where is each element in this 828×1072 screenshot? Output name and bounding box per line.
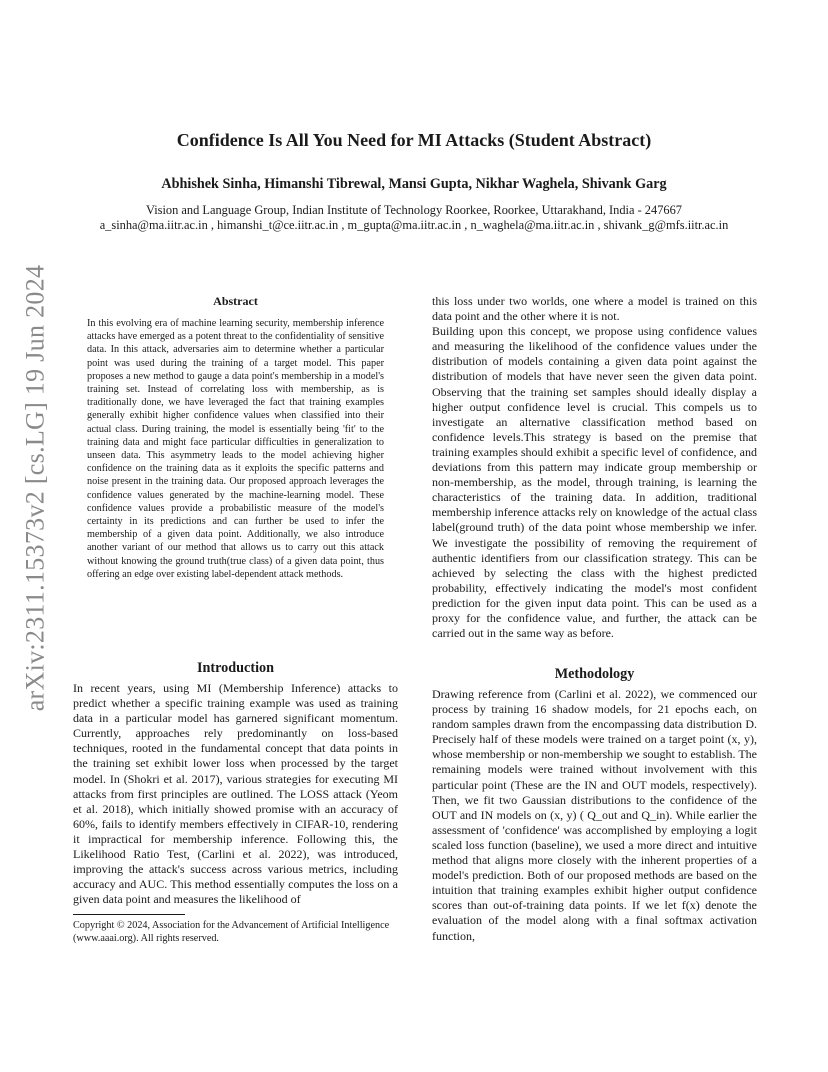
methodology-text: Drawing reference from (Carlini et al. 2022), we commenced our process by training 16 shadow models, for 21 epochs each, on random samples drawn from the encompassing data distribution D. Precisely half of these models were trained on a target point (x, y), whose membership or non-membership we sought to establish. The remaining models were trained without involvement with this particular point (These are the IN and OUT models, respectively). Then, we fit two Gaussian distributions to the confidence of the OUT and IN models on (x, y) ( Q_out and Q_in). While earlier the assessment of 'confidence' was accomplished by employing a logit scaled loss function (baseline), we used a more direct and intuitive method that aligns more closely with the inherent properties of a model's prediction. Both of our proposed methods are based on the intuition that training examples exhibit higher output confidence scores than out-of-training data points. If we let f(x) denote the evaluation of the model along with a final softmax activation function, bbox=[432, 687, 757, 943]
footnote-divider bbox=[73, 914, 185, 915]
intro-continued-paragraph: this loss under two worlds, one where a model is trained on this data point and the other where it is not. bbox=[432, 294, 757, 324]
introduction-heading: Introduction bbox=[197, 660, 274, 676]
methodology-heading: Methodology bbox=[554, 666, 635, 682]
copyright-notice: Copyright © 2024, Association for the Advancement of Artificial Intelligence (www.aaai.org). All rights reserved. bbox=[73, 920, 390, 945]
abstract-heading: Abstract bbox=[213, 294, 258, 308]
affiliation-block bbox=[0, 203, 828, 233]
introduction-text: In recent years, using MI (Membership Inference) attacks to predict whether a specific training example was used as training data in a particular model has garnered significant momentum. Currently, approaches rely predominantly on loss-based techniques, rooted in the fundamental concept that data points in the training set exhibit lower loss when processed by the target model. In (Shokri et al. 2017), various strategies for executing MI attacks from first principles are outlined. The LOSS attack (Yeom et al. 2018), which initially showed promise with an accuracy of 60%, fails to identify members effectively in CIFAR-10, rendering it impractical for membership inference. Following this, the Likelihood Ratio Test, (Carlini et al. 2022), was introduced, improving the attack's success across various metrics, including accuracy and AUC. This method essentially computes the loss on a given data point and measures the likelihood of bbox=[73, 681, 398, 907]
abstract-section bbox=[73, 294, 398, 581]
methodology-section bbox=[432, 666, 757, 944]
proposal-paragraph: Building upon this concept, we propose using confidence values and measuring the likelihood of the confidence values under the distribution of models containing a given data point against the distribution of models that have never seen the given data point. Observing that the training set samples should ideally display a higher output confidence level is crucial. This compels us to investigate an alternative classification method based on confidence levels.This strategy is based on the premise that training examples should exhibit a specific level of confidence, and deviations from this pattern may indicate group membership or non-membership, as the model, through training, is learning the characteristics of the training data. In addition, traditional membership inference attacks rely on knowledge of the actual class label(ground truth) of the data point whose membership we infer. We investigate the possibility of removing the requirement of authentic identifiers from our classification strategy. This can be achieved by selecting the class with the highest predicted probability, effectively indicating the model's most confident prediction for the given input data point. This can be used as a proxy for the confidence value, and further, the attack can be carried out in the same way as before. bbox=[432, 324, 757, 641]
introduction-section bbox=[73, 660, 398, 945]
arxiv-identifier-text: arXiv:2311.15373v2 [cs.LG] 19 Jun 2024 bbox=[20, 264, 50, 711]
introduction-continued bbox=[432, 294, 757, 641]
paper-title: Confidence Is All You Need for MI Attacks (Student Abstract) bbox=[176, 130, 652, 150]
abstract-text: In this evolving era of machine learning security, membership inference attacks have emerged as a potent threat to the confidentiality of sensitive data. In this attack, adversaries aim to determine whether a particular point was used during the training of a target model. This paper proposes a new method to gauge a data point's membership in a model's training set. Instead of correlating loss with membership, as is traditionally done, we have leveraged the fact that training examples generally exhibit higher confidence values when classified into their actual class. During training, the model is essentially being 'fit' to the training data and might face particular difficulties in generalization to unseen data. This asymmetry leads to the model achieving higher confidence on the training data as it exploits the specific patterns and noise present in the training data. Our proposed approach leverages the confidence values generated by the machine-learning model. These confidence values provide a probabilistic measure of the model's certainty in its predictions and can further be used to infer the membership of a given data point. Additionally, we also introduce another variant of our method that allows us to carry out this attack without knowing the ground truth(true class) of a given data point, thus offering an edge over existing label-dependent attack methods. bbox=[87, 318, 384, 580]
affiliation: Vision and Language Group, Indian Institute of Technology Roorkee, Roorkee, Uttarakhand, India - 247667 bbox=[146, 203, 682, 217]
arxiv-identifier bbox=[12, 264, 58, 711]
author-list: Abhishek Sinha, Himanshi Tibrewal, Mansi Gupta, Nikhar Waghela, Shivank Garg bbox=[161, 176, 667, 192]
author-emails: a_sinha@ma.iitr.ac.in , himanshi_t@ce.iitr.ac.in , m_gupta@ma.iitr.ac.in , n_waghela@ma.iitr.ac.in , shivank_g@mfs.iitr.ac.in bbox=[99, 218, 729, 232]
